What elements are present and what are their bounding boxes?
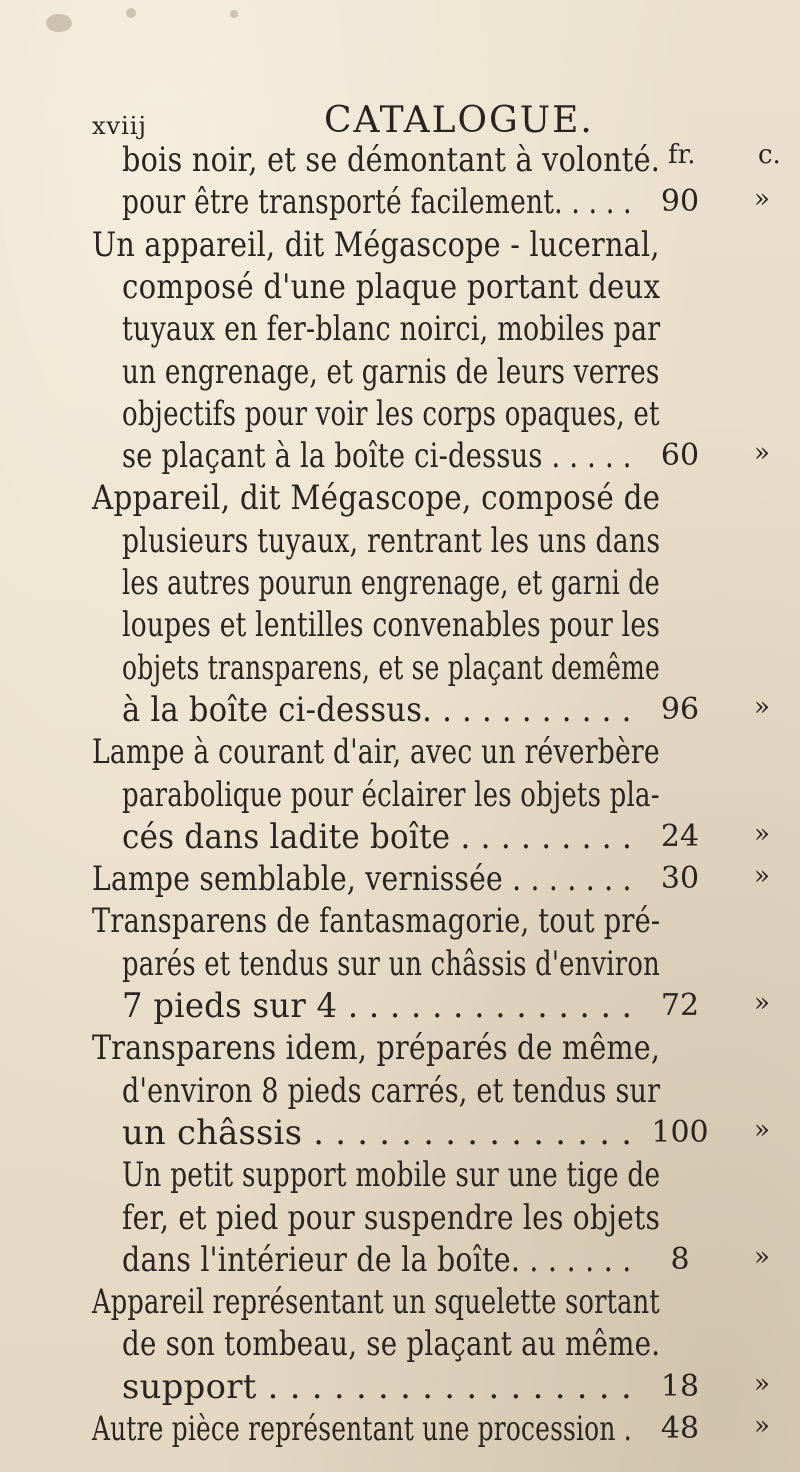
price-centimes: » [754, 861, 770, 892]
entry-text: de son tombeau, se plaçant au même. [122, 1324, 661, 1365]
entry-text: parabolique pour éclairer les objets pla- [122, 774, 660, 815]
stain-mark [126, 8, 136, 18]
price-centimes: » [754, 818, 770, 849]
price-centimes: » [754, 438, 770, 469]
entry-text: Lampe à courant d'air, avec un réverbère [92, 732, 660, 773]
entry-text: objectifs pour voir les corps opaques, et [122, 393, 660, 434]
stain-mark [230, 10, 238, 18]
entry-text: support . . . . . . . . . . . . . . . . . [122, 1366, 633, 1407]
price-francs: 72 [660, 988, 700, 1023]
entry-text: Appareil, dit Mégascope, composé de [92, 478, 661, 519]
entry-text: les autres pourun engrenage, et garni de [122, 563, 660, 603]
price-francs: 48 [660, 1411, 700, 1446]
entry-text: cés dans ladite boîte . . . . . . . . . [122, 816, 633, 857]
entry-text: fer, et pied pour suspendre les objets [122, 1197, 661, 1238]
entry-text: se plaçant à la boîte ci-dessus . . . . . [122, 436, 632, 477]
running-title: CATALOGUE. [324, 100, 594, 141]
price-centimes: » [754, 1411, 770, 1441]
price-centimes: » [754, 1241, 770, 1272]
entry-text: objets transparens, et se plaçant demême [122, 647, 660, 688]
entry-text: dans l'intérieur de la boîte. . . . . . . [122, 1239, 632, 1280]
stain-mark [46, 14, 72, 32]
price-francs: 90 [660, 184, 700, 220]
price-centimes: » [754, 184, 770, 215]
entry-text: pour être transporté facilement. . . . . [122, 182, 632, 223]
entry-text: parés et tendus sur un châssis d'environ [122, 943, 660, 984]
price-francs: 100 [651, 1114, 709, 1150]
price-centimes: » [754, 1114, 770, 1145]
entry-text: plusieurs tuyaux, rentrant les uns dans [122, 520, 661, 561]
entry-text: un châssis . . . . . . . . . . . . . . . [122, 1112, 633, 1153]
price-francs: 18 [660, 1368, 700, 1404]
entry-text: Transparens de fantasmagorie, tout pré- [92, 901, 661, 942]
catalogue-line [0, 1409, 800, 1459]
entry-text: composé d'une plaque portant deux [122, 266, 661, 307]
entry-text: Lampe semblable, vernissée . . . . . . . [92, 859, 632, 900]
entry-text: Un appareil, dit Mégascope - lucernal, [92, 224, 660, 265]
entry-text: Transparens idem, préparés de même, [92, 1028, 661, 1069]
entry-text: à la boîte ci-dessus. . . . . . . . . . . [122, 689, 632, 730]
entry-text: 7 pieds sur 4 . . . . . . . . . . . . . . [122, 986, 633, 1026]
centimes-column-header: c. [758, 140, 781, 170]
entry-text: un engrenage, et garnis de leurs verres [122, 351, 660, 392]
price-centimes: » [754, 988, 770, 1018]
entry-text: Appareil représentant un squelette sortant [92, 1282, 660, 1323]
entry-text: tuyaux en fer-blanc noirci, mobiles par [122, 309, 661, 350]
price-centimes: » [754, 691, 770, 722]
price-francs: 60 [660, 438, 700, 474]
price-francs: 24 [660, 818, 700, 854]
price-francs: 30 [660, 861, 700, 897]
entry-text: loupes et lentilles convenables pour les [122, 605, 661, 646]
francs-column-header: fr. [668, 140, 696, 170]
entry-text: Un petit support mobile sur une tige de [122, 1155, 661, 1196]
entry-text: d'environ 8 pieds carrés, et tendus sur [122, 1070, 661, 1111]
price-francs: 96 [660, 691, 700, 727]
entry-text: Autre pièce représentant une procession . [92, 1409, 632, 1449]
price-francs: 8 [670, 1241, 690, 1277]
price-centimes: » [754, 1368, 770, 1399]
entry-text: bois noir, et se démontant à volonté. [122, 140, 661, 180]
page-number: xviij [92, 112, 147, 140]
